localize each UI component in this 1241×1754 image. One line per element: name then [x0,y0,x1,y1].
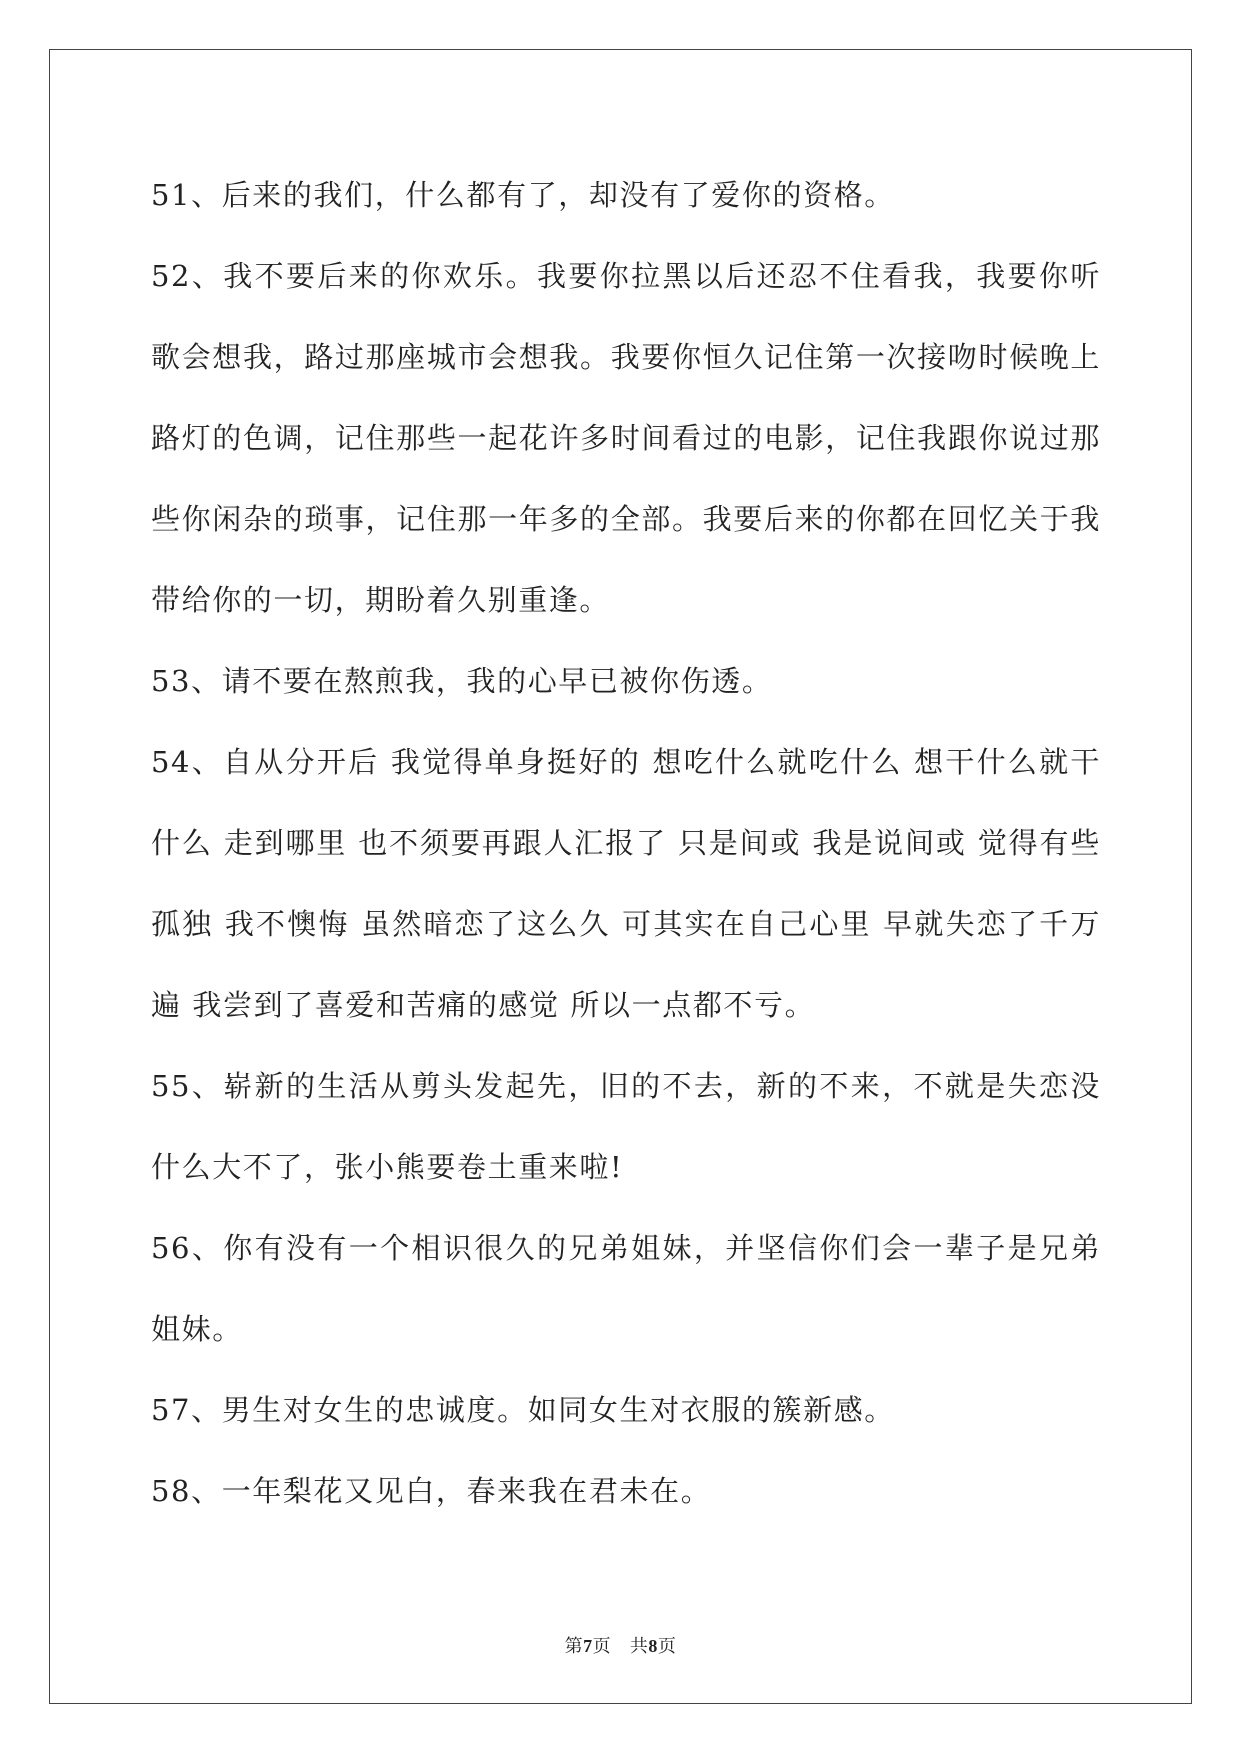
paragraph-54: 54、自从分开后 我觉得单身挺好的 想吃什么就吃什么 想干什么就干什么 走到哪里 也不须要再跟人汇报了 只是间或 我是说间或 觉得有些孤独 我不懊悔 虽然暗恋了这么久 可其实在自己心里 早就失恋了千万遍 我尝到了喜爱和苦痛的感觉 所以一点都不亏。 [151,745,1101,1022]
current-page-number: 7 [583,1636,593,1656]
paragraph-57: 57、男生对女生的忠诚度。如同女生对衣服的簇新感。 [151,1393,895,1427]
footer-total-unit: 页 [657,1636,677,1657]
paragraph-53: 53、请不要在熬煎我，我的心早已被你伤透。 [151,664,773,698]
page-footer [0,1632,1241,1658]
footer-page-unit: 页 [592,1636,612,1657]
paragraph-55: 55、崭新的生活从剪头发起先，旧的不去，新的不来，不就是失恋没什么大不了，张小熊要卷土重来啦! [151,1069,1101,1184]
paragraph-56: 56、你有没有一个相识很久的兄弟姐妹，并坚信你们会一辈子是兄弟姐妹。 [151,1231,1101,1346]
paragraph-51: 51、后来的我们，什么都有了，却没有了爱你的资格。 [151,178,895,212]
footer-total-prefix: 共 [629,1636,649,1657]
document-body [151,155,1101,1532]
footer-prefix: 第 [564,1636,584,1657]
paragraph-58: 58、一年梨花又见白，春来我在君未在。 [151,1474,712,1508]
paragraph-52: 52、我不要后来的你欢乐。我要你拉黑以后还忍不住看我，我要你听歌会想我，路过那座城市会想我。我要你恒久记住第一次接吻时候晚上路灯的色调，记住那些一起花许多时间看过的电影，记住我跟你说过那些你闲杂的琐事，记住那一年多的全部。我要后来的你都在回忆关于我带给你的一切，期盼着久别重逢。 [151,259,1101,617]
total-pages-number: 8 [648,1636,658,1656]
